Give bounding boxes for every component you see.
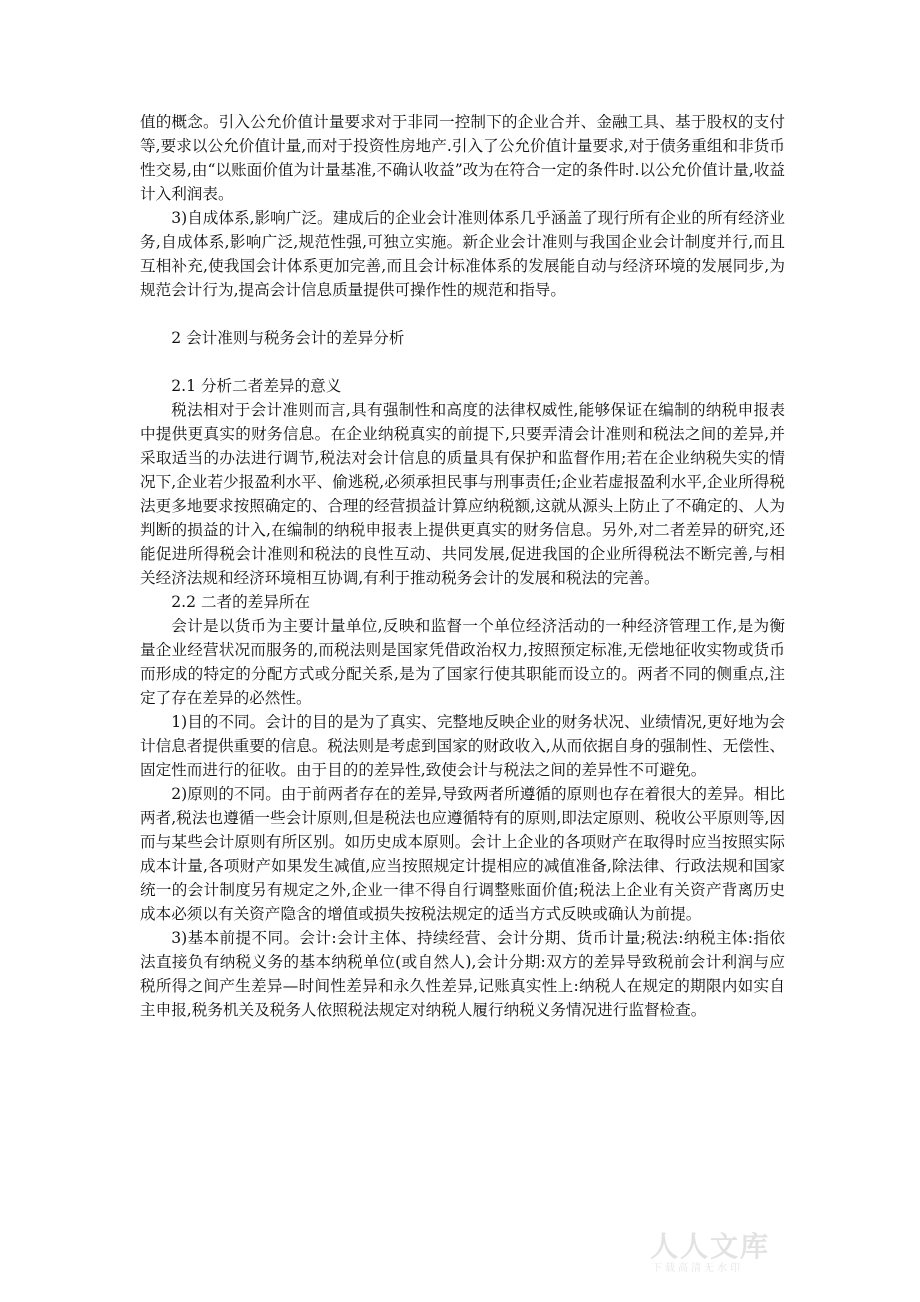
paragraph-different-purpose: 1)目的不同。会计的目的是为了真实、完整地反映企业的财务状况、业绩情况,更好地为会计信息者提供重要的信息。税法则是考虑到国家的财政收入,从而依据自身的强制性、无偿性、固定性而进行的征收。由于目的的差异性,致使会计与税法之间的差异性不可避免。	[140, 713, 785, 779]
paragraph-different-premises: 3)基本前提不同。会计:会计主体、持续经营、会计分期、货币计量;税法:纳税主体:指依法直接负有纳税义务的基本纳税单位(或自然人),会计分期:双方的差异导致税前会计利润与应税所得之间产生差异—时间性差异和永久性差异,记账真实性上:纳税人在规定的期限内如实自主申报,税务机关及税务人依照税法规定对纳税人履行纳税义务情况进行监督检查。	[140, 929, 785, 1019]
watermark-text: 人人文库	[650, 1230, 771, 1263]
paragraph-accounting-vs-tax: 会计是以货币为主要计量单位,反映和监督一个单位经济活动的一种经济管理工作,是为衡量企业经营状况而服务的,而税法则是国家凭借政治权力,按照预定标准,无偿地征收实物或货币而形成的特定的分配方式或分配关系,是为了国家行使其职能而设立的。两者不同的侧重点,注定了存在差异的必然性。	[140, 617, 785, 707]
paragraph-significance: 税法相对于会计准则而言,具有强制性和高度的法律权威性,能够保证在编制的纳税申报表中提供更真实的财务信息。在企业纳税真实的前提下,只要弄清会计准则和税法之间的差异,并采取适当的办法进行调节,税法对会计信息的质量具有保护和监督作用;若在企业纳税失实的情况下,企业若少报盈利水平、偷逃税,必须承担民事与刑事责任;企业若虚报盈利水平,企业所得税法更多地要求按照确定的、合理的经营损益计算应纳税额,这就从源头上防止了不确定的、人为判断的损益的计入,在编制的纳税申报表上提供更真实的财务信息。另外,对二者差异的研究,还能促进所得税会计准则和税法的良性互动、共同发展,促进我国的企业所得税法不断完善,与相关经济法规和经济环境相互协调,有利于推动税务会计的发展和税法的完善。	[140, 401, 785, 587]
subsection-heading-2-2: 2.2 二者的差异所在	[171, 593, 311, 611]
section-heading-2: 2 会计准则与税务会计的差异分析	[171, 329, 405, 347]
paragraph-fair-value: 值的概念。引入公允价值计量要求对于非同一控制下的企业合并、金融工具、基于股权的支付等,要求以公允价值计量,而对于投资性房地产.引入了公允价值计量要求,对于债务重组和非货币性交易,由“以账面价值为计量基准,不确认收益”改为在符合一定的条件时.以公允价值计量,收益计入利润表。	[140, 113, 785, 203]
paragraph-self-contained-system: 3)自成体系,影响广泛。建成后的企业会计准则体系几乎涵盖了现行所有企业的所有经济业务,自成体系,影响广泛,规范性强,可独立实施。新企业会计准则与我国企业会计制度并行,而且互相补充,使我国会计体系更加完善,而且会计标准体系的发展能自动与经济环境的发展同步,为规范会计行为,提高会计信息质量提供可操作性的规范和指导。	[140, 209, 785, 299]
paragraph-different-principles: 2)原则的不同。由于前两者存在的差异,导致两者所遵循的原则也存在着很大的差异。相比两者,税法也遵循一些会计原则,但是税法也应遵循特有的原则,即法定原则、税收公平原则等,因而与某些会计原则有所区别。如历史成本原则。会计上企业的各项财产在取得时应当按照实际成本计量,各项财产如果发生减值,应当按照规定计提相应的减值准备,除法律、行政法规和国家统一的会计制度另有规定之外,企业一律不得自行调整账面价值;税法上企业有关资产背离历史成本必须以有关资产隐含的增值或损失按税法规定的适当方式反映或确认为前提。	[140, 785, 785, 923]
watermark-logo	[640, 1225, 790, 1275]
watermark-subtext: 下载高清无水印	[652, 1263, 743, 1274]
document-body	[140, 110, 785, 1022]
subsection-heading-2-1: 2.1 分析二者差异的意义	[171, 377, 342, 395]
